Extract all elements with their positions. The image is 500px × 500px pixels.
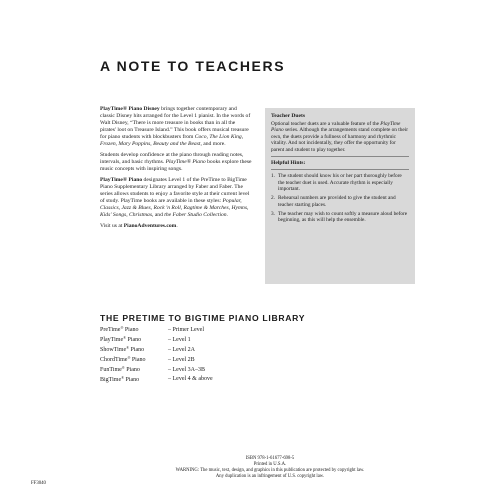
list-item xyxy=(271,211,409,224)
table-row xyxy=(100,345,213,355)
book-suffix: Piano xyxy=(131,357,146,364)
intro-column xyxy=(100,106,252,235)
library-table xyxy=(100,325,213,384)
duets-heading: Teacher Duets xyxy=(271,113,306,119)
hints-heading: Helpful Hints: xyxy=(271,159,306,166)
table-row xyxy=(100,355,213,365)
duets-text: series. Although the arrangements stand complete on their own, the duets provide a fullness of harmony and rhythmic vitality. And not incidentally, they offer the opportunity for parent and student to play together. xyxy=(271,127,408,153)
book-title: PlayTime® Piano Disney xyxy=(100,106,160,112)
book-level: – Level 2B xyxy=(168,356,195,363)
hints-list xyxy=(271,173,409,223)
table-row xyxy=(100,365,213,375)
book-name: PreTime xyxy=(100,327,121,334)
infringement-notice: Any duplication is an infringement of U.S. copyright law. xyxy=(215,474,325,479)
table-row xyxy=(100,335,213,345)
catalog-code: FF3040 xyxy=(31,481,46,486)
duets-text: Optional teacher duets are a valuable feature of the xyxy=(271,120,381,127)
registered-mark: ® xyxy=(121,375,125,380)
style-list: Popular, Classics, Jazz & Blues, Rock 'n Roll, Ragtime & Marches, Hymns, Kids' Songs, Christmas, xyxy=(100,197,249,218)
divider xyxy=(271,169,409,170)
intro-text: Visit us at xyxy=(100,223,124,230)
library-heading: THE PRETIME TO BIGTIME PIANO LIBRARY xyxy=(100,313,306,323)
registered-mark: ® xyxy=(123,336,127,341)
divider xyxy=(271,156,409,157)
hint-number: 2. xyxy=(271,195,275,202)
book-name-cell xyxy=(100,374,168,384)
series-title: PlayTime Piano xyxy=(271,120,401,134)
hint-text: The student should know his or her part thoroughly before the teacher duet is used. Accurate rhythm is especially important. xyxy=(278,173,402,193)
website-link[interactable]: PianoAdventures.com xyxy=(123,223,177,230)
book-name: PlayTime xyxy=(100,337,124,344)
registered-mark: ® xyxy=(127,356,131,361)
book-suffix: Piano xyxy=(130,347,145,354)
intro-text: books explore these music concepts with inspiring songs. xyxy=(100,158,252,172)
book-suffix: Piano xyxy=(125,376,140,383)
teacher-duets-sidebar xyxy=(265,108,415,284)
book-level: – Level 3A–3B xyxy=(168,366,205,373)
book-name-cell xyxy=(100,355,168,365)
table-row xyxy=(100,374,213,384)
intro-text: . xyxy=(176,223,178,230)
book-name-cell xyxy=(100,335,168,345)
intro-text: brings together contemporary and classic Disney hits arranged for the Level 1 pianist. In the words of Walt Disney, “There is more treasure in books than in all the pirates' loot on Treasure Island.” This book offers musical treasure for piano students with blockbusters from xyxy=(100,106,251,140)
intro-paragraph-1 xyxy=(100,106,252,147)
copyright-footer xyxy=(90,456,450,480)
isbn: ISBN 978-1-61677-698-5 xyxy=(245,456,295,461)
book-level: – Level 1 xyxy=(168,336,191,343)
intro-text: and xyxy=(153,211,165,218)
intro-text: and more. xyxy=(201,140,226,147)
table-row xyxy=(100,325,213,335)
book-suffix: Piano xyxy=(126,367,140,373)
series-title: PlayTime® Piano xyxy=(165,158,206,165)
hint-text: The teacher may wish to count softly a measure aloud before beginning, as this will help the ensemble. xyxy=(278,210,408,224)
printed-in: Printed in U.S.A. xyxy=(253,462,287,467)
movie-titles: Coco, The Lion King, Frozen, Mary Poppins, Beauty and the Beast, xyxy=(100,133,244,147)
duets-paragraph xyxy=(271,121,409,153)
list-item xyxy=(271,173,409,192)
book-level: – Level 4 & above xyxy=(168,376,213,383)
book-name: FunTime xyxy=(100,367,122,373)
book-name-cell xyxy=(100,365,168,375)
book-name: BigTime xyxy=(100,376,122,383)
hint-number: 1. xyxy=(271,173,275,180)
hint-text: Rehearsal numbers are provided to give the student and teacher starting places. xyxy=(278,195,396,208)
registered-mark: ® xyxy=(126,346,130,351)
book-level: – Level 2A xyxy=(168,346,195,353)
book-name-cell xyxy=(100,345,168,355)
intro-paragraph-4 xyxy=(100,223,252,230)
intro-paragraph-3 xyxy=(100,177,252,218)
list-item xyxy=(271,195,409,208)
book-suffix: Piano xyxy=(127,337,142,344)
hint-number: 3. xyxy=(271,210,275,217)
book-name: ShowTime xyxy=(100,347,127,354)
page-title: A NOTE TO TEACHERS xyxy=(100,58,286,74)
intro-text: designates Level 1 of the PreTime to BigTime Piano Supplementary Library arranged by Faber and Faber. The series allows students to enjoy a favorite style at their current level of study. PlayTime books are available in these styles: xyxy=(100,177,250,204)
book-suffix: Piano xyxy=(124,327,139,334)
book-name: ChordTime xyxy=(100,357,128,364)
collection-title: the Faber Studio Collection. xyxy=(164,211,228,218)
copyright-warning: WARNING: The music, text, design, and graphics in this publication are protected by copyright law. xyxy=(175,468,365,473)
intro-text: Students develop confidence at the piano through reading notes, intervals, and basic rhythms. xyxy=(100,151,244,165)
intro-paragraph-2 xyxy=(100,152,252,173)
book-level: – Primer Level xyxy=(168,326,204,333)
registered-mark: ® xyxy=(121,366,125,370)
book-name-cell xyxy=(100,325,168,335)
registered-mark: ® xyxy=(120,326,124,331)
series-title: PlayTime® Piano xyxy=(100,177,143,184)
